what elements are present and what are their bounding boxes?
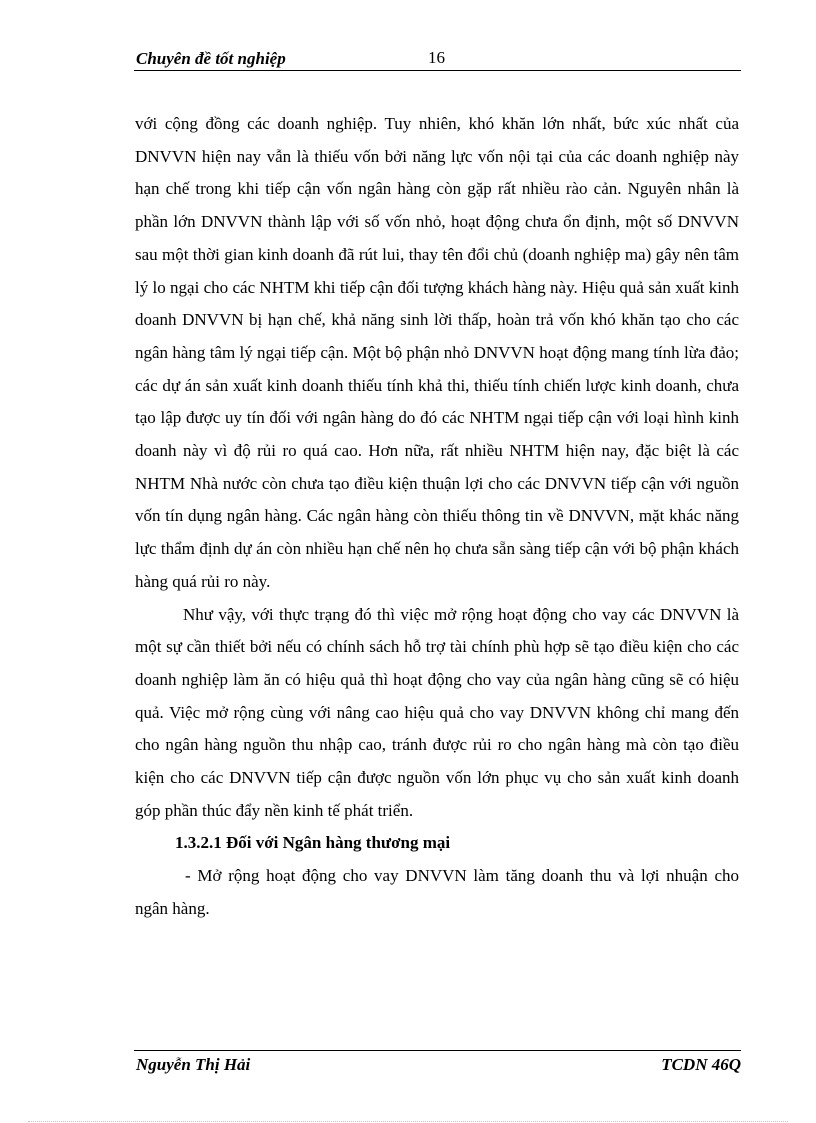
header-title: Chuyên đề tốt nghiệp (136, 49, 286, 68)
footer-author: Nguyễn Thị Hải (136, 1055, 251, 1074)
footer-code: TCDN 46Q (661, 1055, 741, 1074)
page-edge-divider (28, 1121, 788, 1122)
paragraph-1: với cộng đồng các doanh nghiệp. Tuy nhiên, khó khăn lớn nhất, bức xúc nhất của DNVVN hiện nay vẫn là thiếu vốn bởi năng lực vốn nội tại của các doanh nghiệp này hạn chế trong khi tiếp cận vốn ngân hàng còn gặp rất nhiều rào cản. Nguyên nhân là phần lớn DNVVN thành lập với số vốn nhỏ, hoạt động chưa ổn định, một số DNVVN sau một thời gian kinh doanh đã rút lui, thay tên đổi chủ (doanh nghiệp ma) gây nên tâm lý lo ngại cho các NHTM khi tiếp cận đối tượng khách hàng này. Hiệu quả sản xuất kinh doanh DNVVN bị hạn chế, khả năng sinh lời thấp, hoàn trả vốn khó khăn tạo cho các ngân hàng tâm lý ngại tiếp cận. Một bộ phận nhỏ DNVVN hoạt động mang tính lừa đảo; các dự án sản xuất kinh doanh thiếu tính khả thi, thiếu tính chiến lược kinh doanh, chưa tạo lập được uy tín đối với ngân hàng do đó các NHTM ngại tiếp cận với loại hình kinh doanh này vì độ rủi ro quá cao. Hơn nữa, rất nhiều NHTM hiện nay, đặc biệt là các NHTM Nhà nước còn chưa tạo điều kiện thuận lợi cho các DNVVN tiếp cận với nguồn vốn tín dụng ngân hàng. Các ngân hàng còn thiếu thông tin về DNVVN, mặt khác năng lực thẩm định dự án còn nhiều hạn chế nên họ chưa sẵn sàng tiếp cận với bộ phận khách hàng quá rủi ro này. (135, 114, 739, 591)
page-footer (134, 1050, 741, 1079)
page-number: 16 (428, 48, 445, 67)
page-header (134, 44, 741, 71)
section-heading: 1.3.2.1 Đối với Ngân hàng thương mại (175, 833, 451, 853)
document-body (135, 108, 739, 926)
paragraph-3: - Mở rộng hoạt động cho vay DNVVN làm tăng doanh thu và lợi nhuận cho ngân hàng. (135, 866, 739, 918)
paragraph-2: Như vậy, với thực trạng đó thì việc mở rộng hoạt động cho vay các DNVVN là một sự cần thiết bởi nếu có chính sách hỗ trợ tài chính phù hợp sẽ tạo điều kiện cho các doanh nghiệp làm ăn có hiệu quả thì hoạt động cho vay của ngân hàng cũng sẽ có hiệu quả. Việc mở rộng cùng với nâng cao hiệu quả cho vay DNVVN không chỉ mang đến cho ngân hàng nguồn thu nhập cao, tránh được rủi ro cho ngân hàng mà còn tạo điều kiện cho các DNVVN tiếp cận được nguồn vốn lớn phục vụ cho sản xuất kinh doanh góp phần thúc đẩy nền kinh tế phát triển. (135, 604, 739, 820)
